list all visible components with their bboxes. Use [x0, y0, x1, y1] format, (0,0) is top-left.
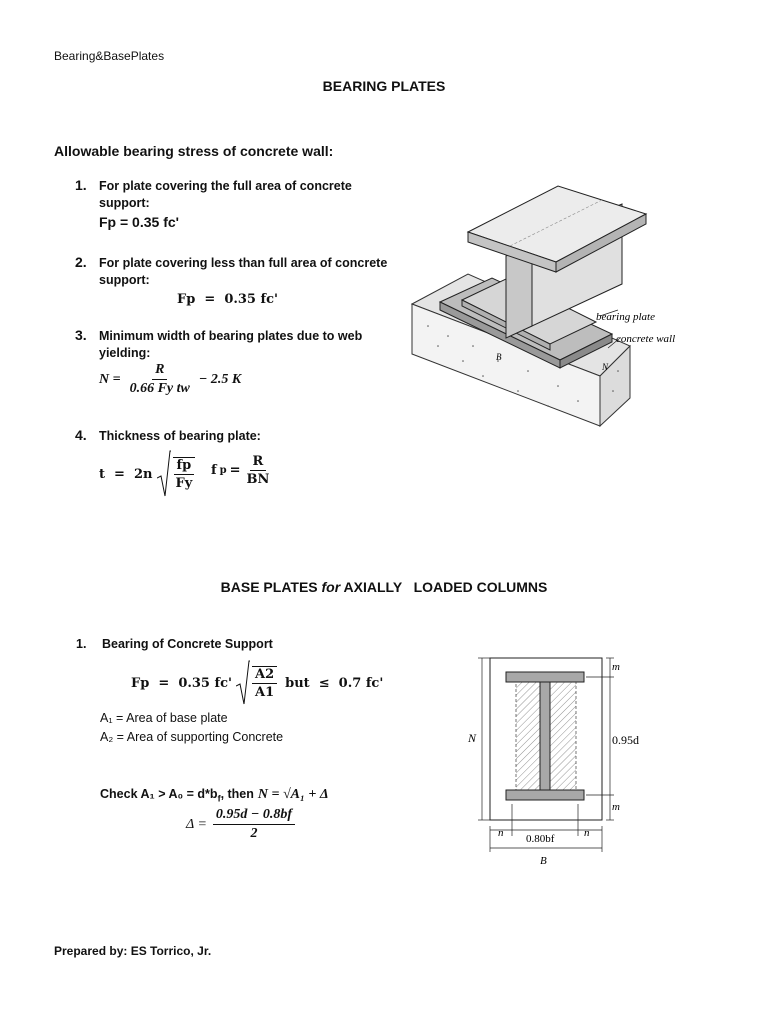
bearing-plate-label: bearing plate	[596, 311, 655, 323]
fig-n-label: N	[468, 731, 477, 745]
item-3-line-2: yielding:	[99, 346, 151, 360]
base-radicand	[252, 666, 277, 700]
page-title: BEARING PLATES	[322, 78, 446, 94]
check-line	[100, 787, 329, 804]
check-formula: N = √A₁ + Δ	[257, 787, 329, 803]
fp-numerator: R	[250, 454, 267, 471]
bearing-plate-figure	[408, 176, 698, 432]
fig-b-label: B	[540, 855, 547, 867]
base-fp-lhs: Fp = 0.35 fc'	[131, 675, 232, 691]
fp-fraction	[244, 454, 273, 487]
fp-formula	[211, 454, 272, 487]
dim-n-label: N	[602, 362, 609, 372]
item-2-line-1: For plate covering less than full area of concrete	[99, 256, 388, 270]
t-lhs: t = 2n	[99, 466, 153, 482]
item-1-line-2: support:	[99, 196, 150, 210]
fig-m-top-label: m	[612, 661, 620, 673]
base-fp-rhs: but ≤ 0.7 fc'	[285, 675, 384, 691]
item-3-formula	[99, 362, 241, 397]
running-header: Bearing&BasePlates	[54, 49, 165, 63]
item-2-number: 2.	[75, 254, 87, 270]
prepared-by: Prepared by: ES Torrico, Jr.	[54, 944, 212, 958]
n-denominator: 0.66 Fy tw	[129, 381, 190, 396]
delta-formula	[186, 807, 295, 842]
base-fp-formula	[131, 660, 383, 706]
base-title-part-2: AXIALLY LOADED COLUMNS	[340, 579, 548, 595]
fig-m-bot-label: m	[612, 801, 620, 813]
delta-fraction	[213, 807, 295, 842]
n-fraction	[127, 362, 193, 397]
fp-denominator: BN	[246, 472, 270, 487]
base-item-1-number: 1.	[76, 637, 87, 651]
fp-subscript: p	[219, 465, 227, 476]
base-title-part-1: BASE PLATES	[220, 579, 322, 595]
fp-equals: =	[229, 463, 241, 478]
definition-a1: A₁ = Area of base plate	[100, 711, 228, 725]
delta-lhs: Δ =	[186, 816, 207, 832]
base-plates-title	[0, 579, 768, 595]
item-3-text	[99, 328, 419, 362]
radical-sign	[157, 450, 171, 498]
item-2-formula: Fp = 0.35 fc'	[177, 292, 278, 307]
item-4-text: Thickness of bearing plate:	[99, 429, 261, 443]
fig-n-left-label: n	[498, 827, 504, 839]
dim-b-label: B	[496, 352, 502, 362]
t-radicand	[173, 457, 196, 491]
item-1-formula: Fp = 0.35 fc'	[99, 214, 179, 230]
item-4-number: 4.	[75, 427, 87, 443]
item-1-number: 1.	[75, 177, 87, 193]
base-item-1-text: Bearing of Concrete Support	[102, 637, 273, 651]
item-1-line-1: For plate covering the full area of concrete	[99, 179, 352, 193]
fig-bf-label: 0.80bf	[526, 833, 555, 845]
definition-a2: A₂ = Area of supporting Concrete	[100, 730, 284, 744]
base-plate-figure	[462, 650, 652, 872]
thickness-formula	[99, 450, 195, 498]
n-rhs: − 2.5 K	[198, 371, 242, 387]
fp-lhs: f	[211, 463, 217, 478]
delta-numerator: 0.95d − 0.8bf	[213, 807, 295, 825]
check-text: Check $A_1 > A_0 = d*b_f$, then	[100, 787, 254, 804]
n-lhs: N =	[99, 371, 121, 387]
t-denominator: Fy	[175, 476, 193, 491]
base-radical-sign	[236, 660, 250, 706]
base-rad-denominator: A1	[255, 685, 275, 700]
base-rad-numerator: A2	[252, 667, 277, 684]
item-1-text	[99, 178, 419, 212]
item-3-number: 3.	[75, 327, 87, 343]
section-subheading: Allowable bearing stress of concrete wall:	[54, 143, 334, 159]
fig-n-right-label: n	[584, 827, 590, 839]
item-2-line-2: support:	[99, 273, 150, 287]
item-3-line-1: Minimum width of bearing plates due to web	[99, 329, 363, 343]
delta-denominator: 2	[250, 826, 258, 841]
concrete-wall-label: concrete wall	[616, 333, 676, 345]
n-numerator: R	[152, 362, 167, 380]
item-2-text	[99, 255, 419, 289]
fig-d-label: 0.95d	[612, 733, 639, 747]
base-title-for: for	[321, 579, 341, 595]
t-numerator: fp	[174, 458, 195, 475]
